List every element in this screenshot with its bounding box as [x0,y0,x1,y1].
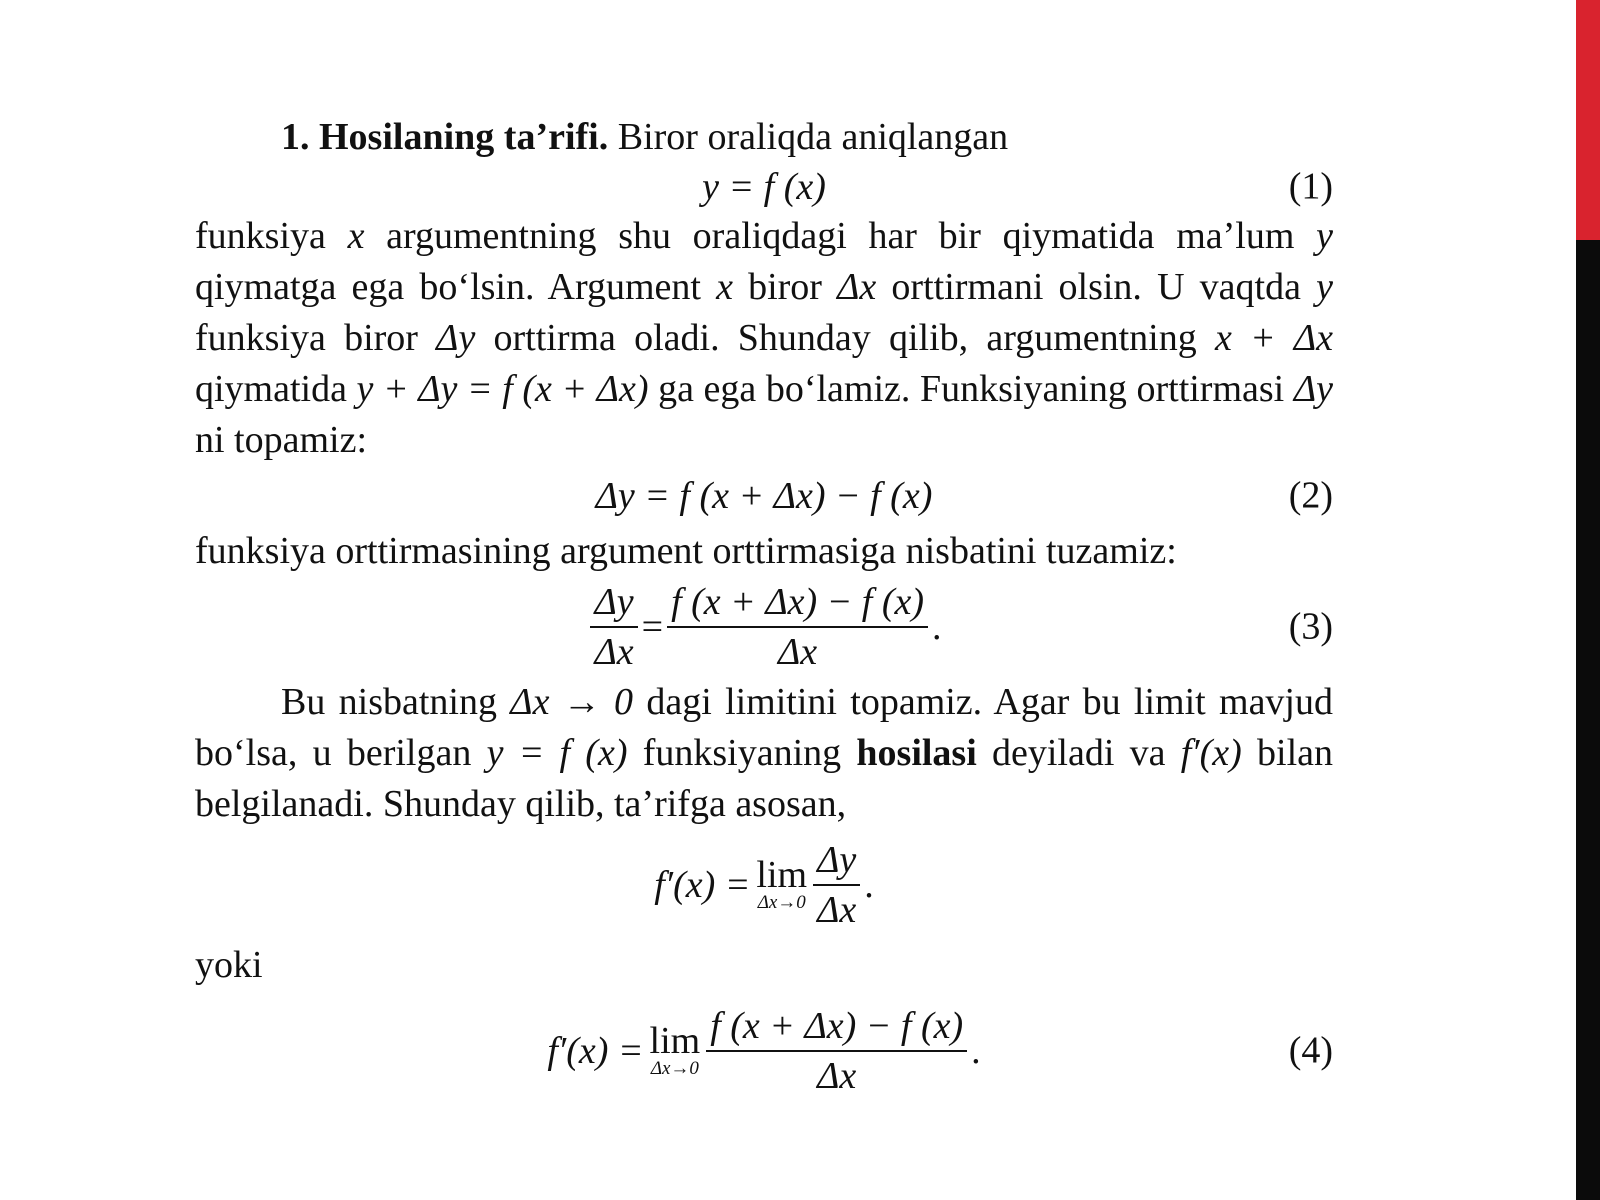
fraction-lhs [590,580,637,674]
text: biror [732,266,838,308]
math-expr: x + Δx [1214,317,1334,359]
fraction-numerator: Δy [590,580,637,628]
document-page [195,112,1333,1111]
limit-word: lim [649,1020,701,1062]
paragraph-yoki: yoki [195,944,263,986]
text: qiymatga ega bo‘lsin. Argument [195,266,717,308]
math-var: Δy [1293,368,1333,410]
equation-3-number: (3) [1288,605,1333,648]
equation-definition [195,830,1333,940]
fraction [813,838,860,932]
fraction-denominator: Δx [594,631,634,673]
paragraph-3 [195,677,1333,830]
text: dagi limitini topamiz. Agar bu limit mavjud bo‘lsa, u berilgan [195,681,1333,774]
fraction-denominator: Δx [817,889,857,931]
equation-4-number: (4) [1288,1029,1333,1072]
paragraph-1 [195,211,1333,466]
paragraph-2: funksiya orttirmasining argument orttirmasiga nisbatini tuzamiz: [195,530,1177,572]
equation-1-formula: y = f (x) [702,165,826,208]
limit-subscript: Δx→0 [757,892,806,913]
equation-lhs: f′(x) = [547,1029,644,1072]
section-heading-line [195,112,1333,163]
fraction-numerator: f (x + Δx) − f (x) [706,1004,967,1052]
equation-1-number: (1) [1288,165,1333,208]
limit-operator [756,854,808,913]
text: orttirma oladi. Shunday qilib, argumentning [475,317,1215,359]
text: ga ega bo‘lamiz. Funksiyaning orttirmasi [648,368,1294,410]
period: . [971,1029,981,1072]
fraction [706,1004,967,1098]
text: funksiya biror [195,317,437,359]
limit-operator [649,1020,701,1079]
equation-4 [195,991,1333,1111]
math-var: x [716,266,733,308]
text: ni topamiz: [195,419,368,461]
math-var: Δy [436,317,476,359]
equation-lhs: f′(x) = [654,863,751,906]
fraction-rhs [667,580,928,674]
equation-2-number: (2) [1288,474,1333,517]
fraction-denominator: Δx [817,1055,857,1097]
period: . [864,863,874,906]
math-expr: y + Δy = f (x + Δx) [356,368,649,410]
text: qiymatida [195,368,357,410]
fraction-numerator: Δy [813,838,860,886]
math-var: Δx [837,266,877,308]
period: . [932,605,942,648]
text: orttirmani olsin. U vaqtda [876,266,1317,308]
equation-2 [195,466,1333,526]
math-expr: f′(x) [1180,732,1242,774]
text: argumentning shu oraliqdagi har bir qiymatida ma’lum [364,215,1317,257]
section-title: 1. Hosilaning ta’rifi. [281,116,609,158]
math-var: y [1316,266,1333,308]
text: funksiya [195,215,348,257]
math-expr: Δx → 0 [510,681,634,723]
equation-1 [195,163,1333,211]
math-var: x [347,215,365,257]
text: deyiladi va [976,732,1181,774]
side-bar-accent [1576,0,1600,240]
fraction-denominator: Δx [777,631,818,673]
equals-sign: = [641,605,664,648]
math-var: y [1316,215,1333,257]
text: bilan belgilanadi. Shunday qilib, ta’rifga asosan, [195,732,1334,825]
limit-word: lim [756,854,808,896]
text: funksiyaning [627,732,857,774]
bold-term: hosilasi [856,732,977,774]
fraction-numerator: f (x + Δx) − f (x) [667,580,928,628]
heading-text: Biror oraliqda aniqlangan [608,116,1009,158]
math-expr: y = f (x) [486,732,628,774]
equation-3 [195,577,1333,677]
limit-subscript: Δx→0 [650,1058,699,1079]
equation-2-formula: Δy = f (x + Δx) − f (x) [595,474,933,517]
text: Bu nisbatning [281,681,511,723]
